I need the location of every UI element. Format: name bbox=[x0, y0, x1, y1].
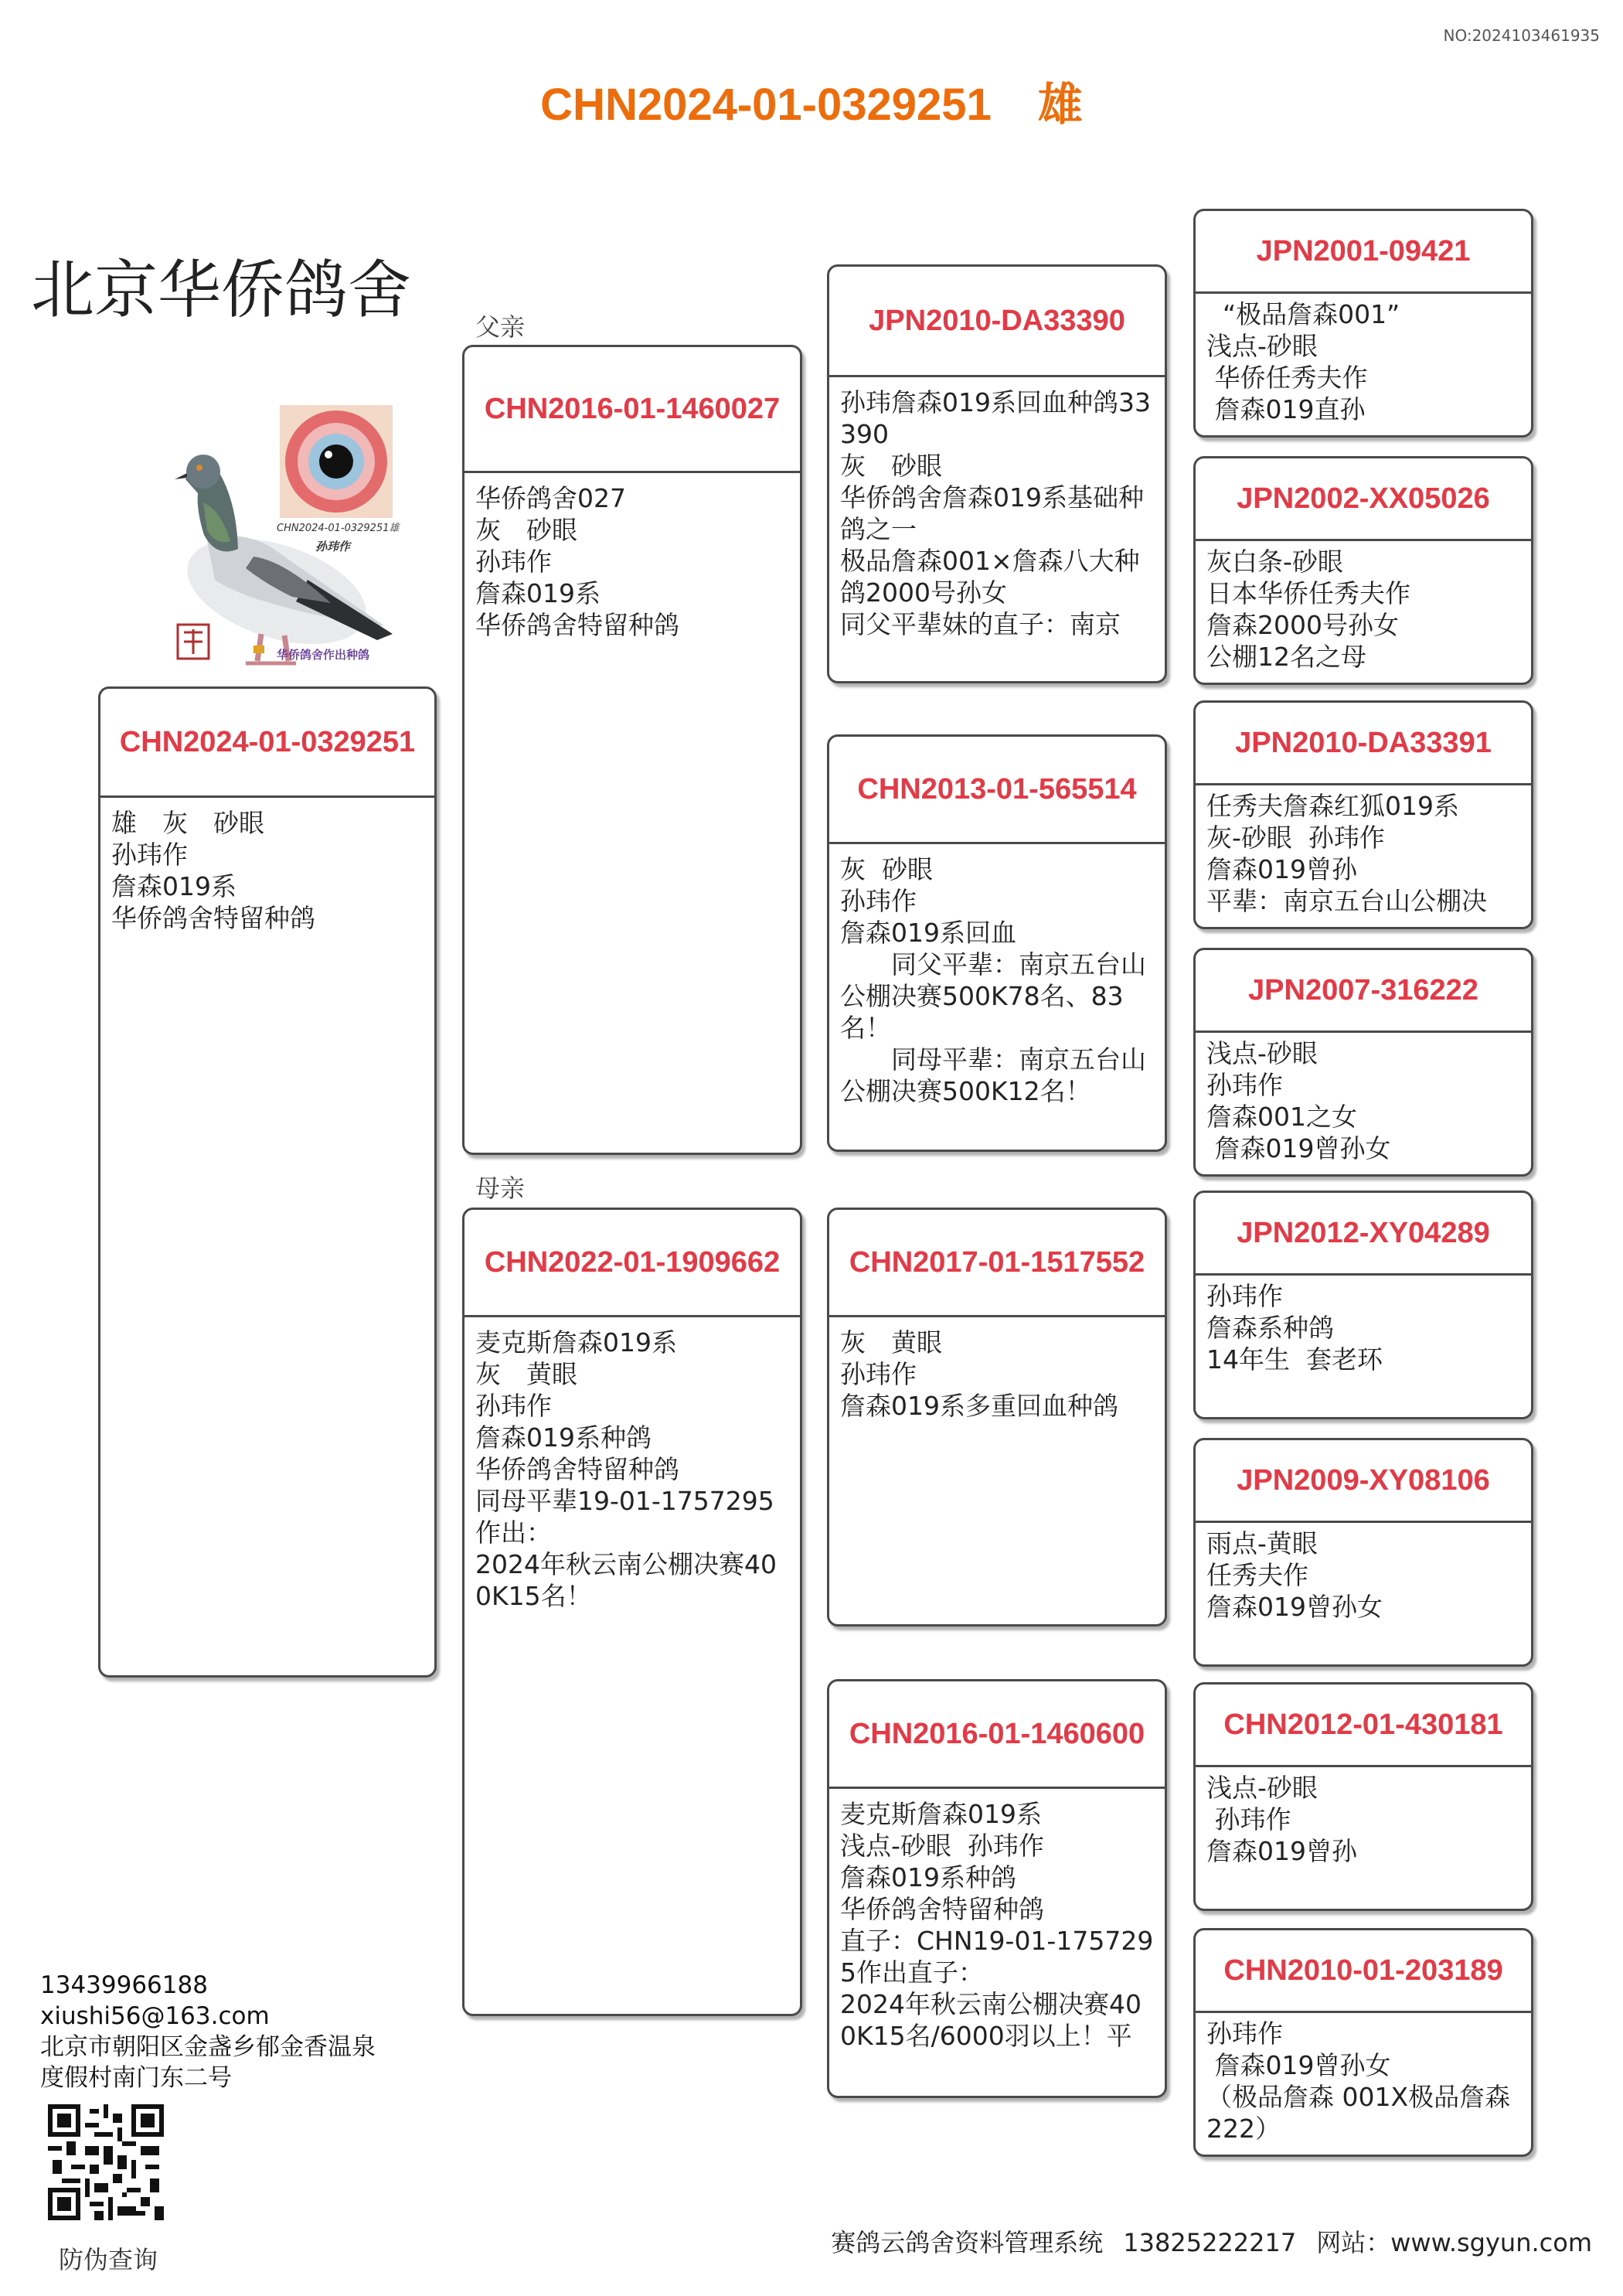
footer bbox=[811, 2223, 1592, 2259]
detail-line: 浅点-砂眼 bbox=[1206, 1038, 1318, 1068]
detail-line: 浅点-砂眼 bbox=[1206, 331, 1318, 361]
pigeon-photo bbox=[130, 394, 408, 688]
detail-line: 詹森系种鸽 bbox=[1206, 1313, 1334, 1343]
mother-label: 母亲 bbox=[475, 1174, 526, 1203]
ggp-ring: JPN2010-DA33391 bbox=[1196, 703, 1531, 785]
detail-line: 孙玮作 bbox=[840, 886, 917, 916]
detail-line: 华侨鸽舍特留种鸽 bbox=[475, 610, 679, 640]
detail-line: 任秀夫作 bbox=[1206, 1560, 1308, 1590]
detail-line: 灰 黄眼 bbox=[475, 1359, 577, 1389]
detail-line: 2024年秋云南公棚决赛400K15名/6000羽以上！平 bbox=[840, 1989, 1142, 2051]
detail-line: 詹森019系多重回血种鸽 bbox=[840, 1391, 1118, 1421]
detail-line: 日本华侨任秀夫作 bbox=[1206, 578, 1410, 608]
granddam-maternal-card bbox=[827, 1679, 1167, 2098]
contact-block bbox=[40, 1970, 376, 2093]
eye-pupil bbox=[319, 445, 353, 479]
detail-line: 直子：CHN19-01-1757295作出直子： bbox=[840, 1926, 1154, 1988]
grandsire-paternal-card bbox=[827, 264, 1167, 683]
ggp-details bbox=[1196, 294, 1531, 434]
ggp-card-4 bbox=[1193, 948, 1533, 1177]
contact-email[interactable]: xiushi56@163.com bbox=[40, 2002, 270, 2030]
ggp-card-2 bbox=[1193, 456, 1533, 685]
detail-line: 华侨鸽舍詹森019系基础种鸽之一 bbox=[840, 482, 1144, 544]
footer-phone: 13825222217 bbox=[1123, 2228, 1297, 2257]
detail-line: 詹森019曾孙女 bbox=[1206, 2050, 1391, 2080]
detail-line: 灰 砂眼 bbox=[840, 854, 933, 884]
contact-address-line2: 度假村南门东二号 bbox=[40, 2064, 232, 2092]
footer-system: 赛鸽云鸽舍资料管理系统 bbox=[831, 2228, 1104, 2257]
detail-line: 灰 砂眼 bbox=[840, 451, 942, 481]
detail-line: 浅点-砂眼 bbox=[1206, 1773, 1318, 1803]
detail-line: 2024年秋云南公棚决赛400K15名！ bbox=[475, 1549, 777, 1611]
sire-ring: CHN2016-01-1460027 bbox=[464, 347, 800, 473]
detail-line: 詹森2000号孙女 bbox=[1206, 610, 1399, 640]
detail-line: 孙玮作 bbox=[475, 547, 552, 577]
detail-line: 詹森019系种鸽 bbox=[475, 1422, 652, 1453]
gp-details bbox=[829, 1317, 1165, 1431]
detail-line: 孙玮作 bbox=[840, 1359, 917, 1389]
detail-line: 平辈：南京五台山公棚决 bbox=[1206, 886, 1487, 916]
loft-name: 北京华侨鸽舍 bbox=[31, 254, 412, 327]
contact-phone[interactable]: 13439966188 bbox=[40, 1971, 208, 1999]
subject-card bbox=[98, 686, 437, 1678]
pigeon-illustration bbox=[130, 394, 408, 688]
detail-line: 同父平辈：南京五台山公棚决赛500K78名、83名！ bbox=[840, 949, 1146, 1043]
photo-caption-breeder: 孙玮作 bbox=[315, 540, 351, 554]
footer-website[interactable]: 网站：www.sgyun.com bbox=[1316, 2228, 1592, 2257]
ggp-ring: JPN2012-XY04289 bbox=[1196, 1193, 1531, 1276]
detail-line: 浅点-砂眼 孙玮作 bbox=[840, 1831, 1044, 1861]
gp-details bbox=[829, 844, 1165, 1116]
detail-line: 同母平辈19-01-1757295作出： bbox=[475, 1486, 774, 1548]
detail-line: 灰-砂眼 孙玮作 bbox=[1206, 823, 1385, 853]
photo-caption-ring: CHN2024-01-0329251雄 bbox=[277, 523, 400, 534]
detail-line: 詹森001之女 bbox=[1206, 1102, 1357, 1132]
detail-line: 詹森019曾孙 bbox=[1206, 1836, 1357, 1866]
page-title bbox=[0, 68, 1623, 133]
ggp-details bbox=[1196, 541, 1531, 682]
detail-line: 詹森019直孙 bbox=[1206, 394, 1366, 424]
detail-line: 詹森019曾孙女 bbox=[1206, 1592, 1383, 1622]
detail-line: 詹森019系种鸽 bbox=[840, 1862, 1016, 1892]
detail-line: 詹森019曾孙 bbox=[1206, 854, 1357, 884]
photo-caption-slogan: 华侨鸽舍作出种鸽 bbox=[277, 648, 370, 662]
qr-label: 防伪查询 bbox=[58, 2245, 158, 2274]
grandsire-maternal-card bbox=[827, 1208, 1167, 1627]
detail-line: 公棚12名之母 bbox=[1206, 642, 1366, 672]
detail-line: 孙玮作 bbox=[1206, 2018, 1283, 2049]
ggp-ring: CHN2012-01-430181 bbox=[1196, 1685, 1531, 1767]
detail-line: 麦克斯詹森019系 bbox=[475, 1327, 677, 1358]
ggp-details bbox=[1196, 1033, 1531, 1174]
detail-line: 华侨鸽舍特留种鸽 bbox=[475, 1454, 679, 1484]
detail-line: 灰白条-砂眼 bbox=[1206, 547, 1343, 577]
ggp-ring: JPN2001-09421 bbox=[1196, 211, 1531, 294]
subject-ring: CHN2024-01-0329251 bbox=[100, 689, 434, 798]
ggp-card-7 bbox=[1193, 1682, 1533, 1911]
gp-ring: CHN2013-01-565514 bbox=[829, 737, 1165, 844]
detail-line: 华侨鸽舍027 bbox=[475, 483, 626, 513]
detail-line: 孙玮作 bbox=[1206, 1281, 1283, 1311]
gp-details bbox=[829, 377, 1165, 649]
detail-line: 华侨任秀夫作 bbox=[1206, 363, 1368, 393]
granddam-paternal-card bbox=[827, 734, 1167, 1152]
detail-line: 同母平辈：南京五台山公棚决赛500K12名！ bbox=[840, 1044, 1146, 1106]
sire-card bbox=[462, 345, 802, 1155]
ggp-card-3 bbox=[1193, 700, 1533, 929]
subject-details bbox=[100, 798, 434, 943]
detail-line: 麦克斯詹森019系 bbox=[840, 1799, 1042, 1829]
detail-line: 14年生 套老环 bbox=[1206, 1344, 1383, 1375]
detail-line: 华侨鸽舍特留种鸽 bbox=[840, 1894, 1044, 1924]
ggp-ring: JPN2002-XX05026 bbox=[1196, 458, 1531, 541]
ggp-details bbox=[1196, 1276, 1531, 1385]
detail-line: 詹森019系回血 bbox=[840, 918, 1016, 948]
detail-line: 任秀夫詹森红狐019系 bbox=[1206, 791, 1459, 821]
dam-ring: CHN2022-01-1909662 bbox=[464, 1210, 800, 1317]
qr-code[interactable] bbox=[48, 2104, 164, 2220]
ggp-details bbox=[1196, 785, 1531, 926]
ggp-card-6 bbox=[1193, 1438, 1533, 1667]
title-sex: 雄 bbox=[1037, 80, 1083, 130]
pigeon-beak bbox=[175, 473, 187, 479]
detail-line: 灰 黄眼 bbox=[840, 1327, 942, 1358]
detail-line: （极品詹森 001X极品詹森222） bbox=[1206, 2082, 1511, 2144]
detail-line: 孙玮詹森019系回血种鸽33390 bbox=[840, 387, 1151, 449]
gp-ring: CHN2016-01-1460600 bbox=[829, 1681, 1165, 1789]
ggp-ring: CHN2010-01-203189 bbox=[1196, 1930, 1531, 2013]
ggp-details bbox=[1196, 1767, 1531, 1876]
ggp-card-8 bbox=[1193, 1928, 1533, 2157]
sire-details bbox=[464, 473, 800, 650]
detail-line: “极品詹森001” bbox=[1206, 299, 1400, 329]
ggp-details bbox=[1196, 2013, 1531, 2154]
detail-line: 詹森019曾孙女 bbox=[1206, 1133, 1391, 1163]
detail-line: 雄 灰 砂眼 bbox=[111, 808, 264, 838]
detail-line: 灰 砂眼 bbox=[475, 515, 577, 545]
contact-address-line1: 北京市朝阳区金盏乡郁金香温泉 bbox=[40, 2033, 376, 2061]
pigeon-head bbox=[186, 455, 220, 489]
ggp-card-5 bbox=[1193, 1191, 1533, 1419]
gp-ring: JPN2010-DA33390 bbox=[829, 267, 1165, 377]
ggp-ring: JPN2009-XY08106 bbox=[1196, 1440, 1531, 1523]
detail-line: 雨点-黄眼 bbox=[1206, 1528, 1318, 1558]
ggp-card-1 bbox=[1193, 209, 1533, 438]
dam-card bbox=[462, 1208, 802, 2016]
detail-line: 极品詹森001×詹森八大种鸽2000号孙女 bbox=[840, 546, 1140, 608]
dam-details bbox=[464, 1317, 800, 1621]
title-ring: CHN2024-01-0329251 bbox=[540, 80, 992, 130]
detail-line: 孙玮作 bbox=[1206, 1804, 1291, 1834]
detail-line: 孙玮作 bbox=[475, 1391, 552, 1421]
detail-line: 华侨鸽舍特留种鸽 bbox=[111, 903, 315, 933]
ggp-details bbox=[1196, 1523, 1531, 1632]
father-label: 父亲 bbox=[475, 312, 526, 342]
gp-details bbox=[829, 1789, 1165, 2061]
detail-line: 孙玮作 bbox=[1206, 1070, 1283, 1100]
document-number: NO:2024103461935 bbox=[1443, 26, 1600, 45]
detail-line: 孙玮作 bbox=[111, 840, 188, 870]
detail-line: 詹森019系 bbox=[475, 578, 601, 608]
gp-ring: CHN2017-01-1517552 bbox=[829, 1210, 1165, 1317]
detail-line: 詹森019系 bbox=[111, 871, 236, 901]
detail-line: 同父平辈妹的直子：南京 bbox=[840, 609, 1121, 639]
ggp-ring: JPN2007-316222 bbox=[1196, 950, 1531, 1033]
